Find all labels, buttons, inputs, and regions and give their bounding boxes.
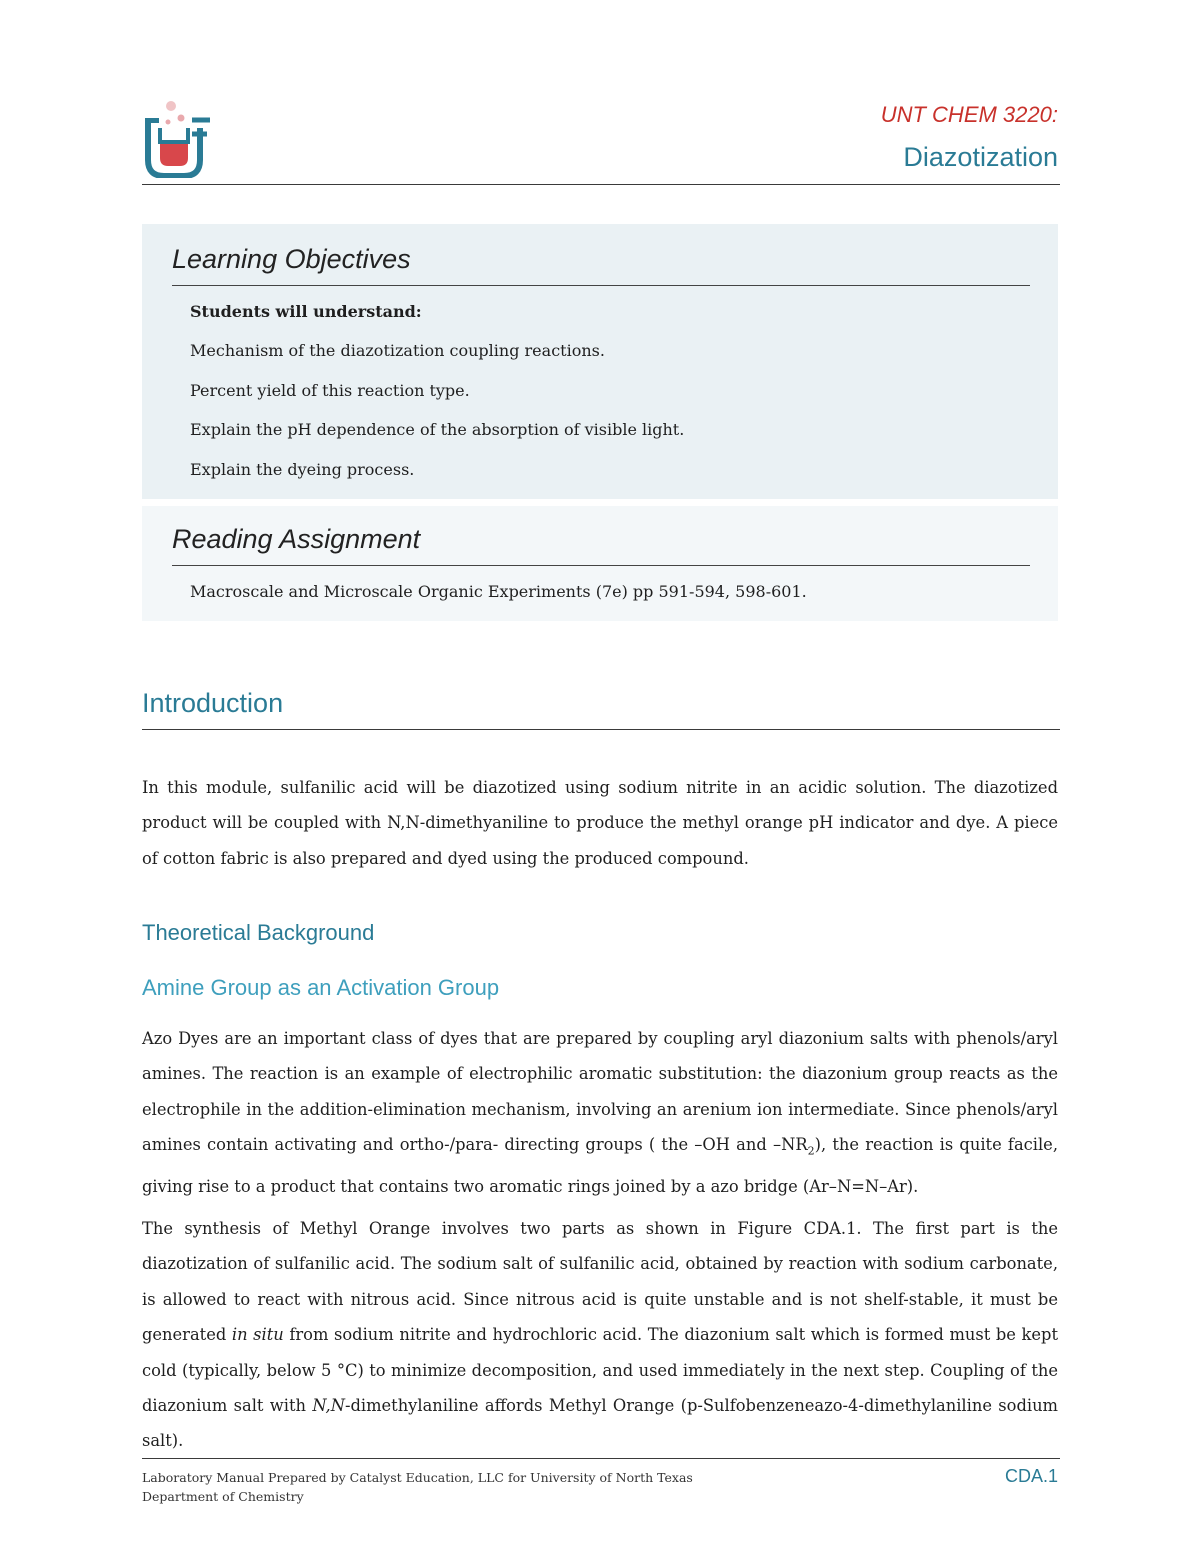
azo-dyes-text: Azo Dyes are an important class of dyes that are prepared by coupling aryl diazonium salts with phenols/aryl amines. The reaction is an example of electrophilic aromatic substitution: the diazonium group reacts as the electrophile in the addition-elimination mechanism, involving an arenium ion intermediate. Since phenols/aryl amines contain activating and ortho-/para- directing groups ( the –OH and –NR <box>142 1029 1058 1155</box>
amine-group-subheading: Amine Group as an Activation Group <box>142 975 500 1000</box>
page-number: CDA.1 <box>1004 1466 1058 1486</box>
objective-item: Mechanism of the diazotization coupling reactions. <box>190 341 605 360</box>
learning-objectives-title: Learning Objectives <box>172 244 411 274</box>
objective-item: Percent yield of this reaction type. <box>190 381 470 400</box>
footer-credit: Laboratory Manual Prepared by Catalyst Education, LLC for University of North Texas <box>142 1470 693 1485</box>
reading-assignment-text: Macroscale and Microscale Organic Experiments (7e) pp 591-594, 598-601. <box>190 582 807 601</box>
reading-assignment-panel <box>142 506 1058 621</box>
reading-assignment-divider <box>172 565 1030 566</box>
learning-objectives-panel <box>142 224 1058 499</box>
learning-objectives-divider <box>172 285 1030 286</box>
header-divider <box>142 184 1060 185</box>
methyl-orange-text: The synthesis of Methyl Orange involves two parts as shown in Figure CDA.1. The first part is the diazotization of sulfanilic acid. The sodium salt of sulfanilic acid, obtained by reaction with sodium carbonate, is allowed to react with nitrous acid. Since nitrous acid is quite unstable and is not shelf-stable, it must be generated <box>142 1219 1058 1345</box>
azo-dyes-paragraph <box>142 1021 1058 1204</box>
course-code: UNT CHEM 3220: <box>880 102 1058 127</box>
methyl-orange-text-end: -dimethylaniline affords Methyl Orange (p-Sulfobenzeneazo-4-dimethylaniline sodium salt). <box>142 1396 1058 1451</box>
methyl-orange-text-cont: from sodium nitrite and hydrochloric acid. The diazonium salt which is formed must be kept cold (typically, below 5 °C) to minimize decomposition, and used immediately in the next step. Coupling of the diazonium salt with <box>142 1325 1058 1416</box>
objective-item: Explain the dyeing process. <box>190 460 415 479</box>
footer-department: Department of Chemistry <box>142 1489 304 1504</box>
beaker-logo-icon <box>143 98 211 178</box>
in-situ-term: in situ <box>231 1325 284 1345</box>
module-title: Diazotization <box>903 142 1058 172</box>
azo-dyes-text-cont: ), the reaction is quite facile, giving rise to a product that contains two aromatic rings joined by a azo bridge (Ar–N=N–Ar). <box>142 1135 1058 1196</box>
footer-divider <box>142 1458 1060 1459</box>
objectives-lead: Students will understand: <box>190 302 422 321</box>
reading-assignment-title: Reading Assignment <box>172 524 421 554</box>
theoretical-background-heading: Theoretical Background <box>142 920 375 945</box>
methyl-orange-paragraph <box>142 1211 1058 1459</box>
nn-term: N,N <box>312 1396 345 1416</box>
introduction-heading: Introduction <box>142 688 284 718</box>
objective-item: Explain the pH dependence of the absorption of visible light. <box>190 420 685 439</box>
introduction-divider <box>142 729 1060 730</box>
introduction-paragraph: In this module, sulfanilic acid will be diazotized using sodium nitrite in an acidic solution. The diazotized product will be coupled with N,N-dimethyaniline to produce the methyl orange pH indicator and dye. A piece of cotton fabric is also prepared and dyed using the produced compound. <box>142 778 1058 868</box>
nr2-subscript: 2 <box>807 1144 815 1158</box>
